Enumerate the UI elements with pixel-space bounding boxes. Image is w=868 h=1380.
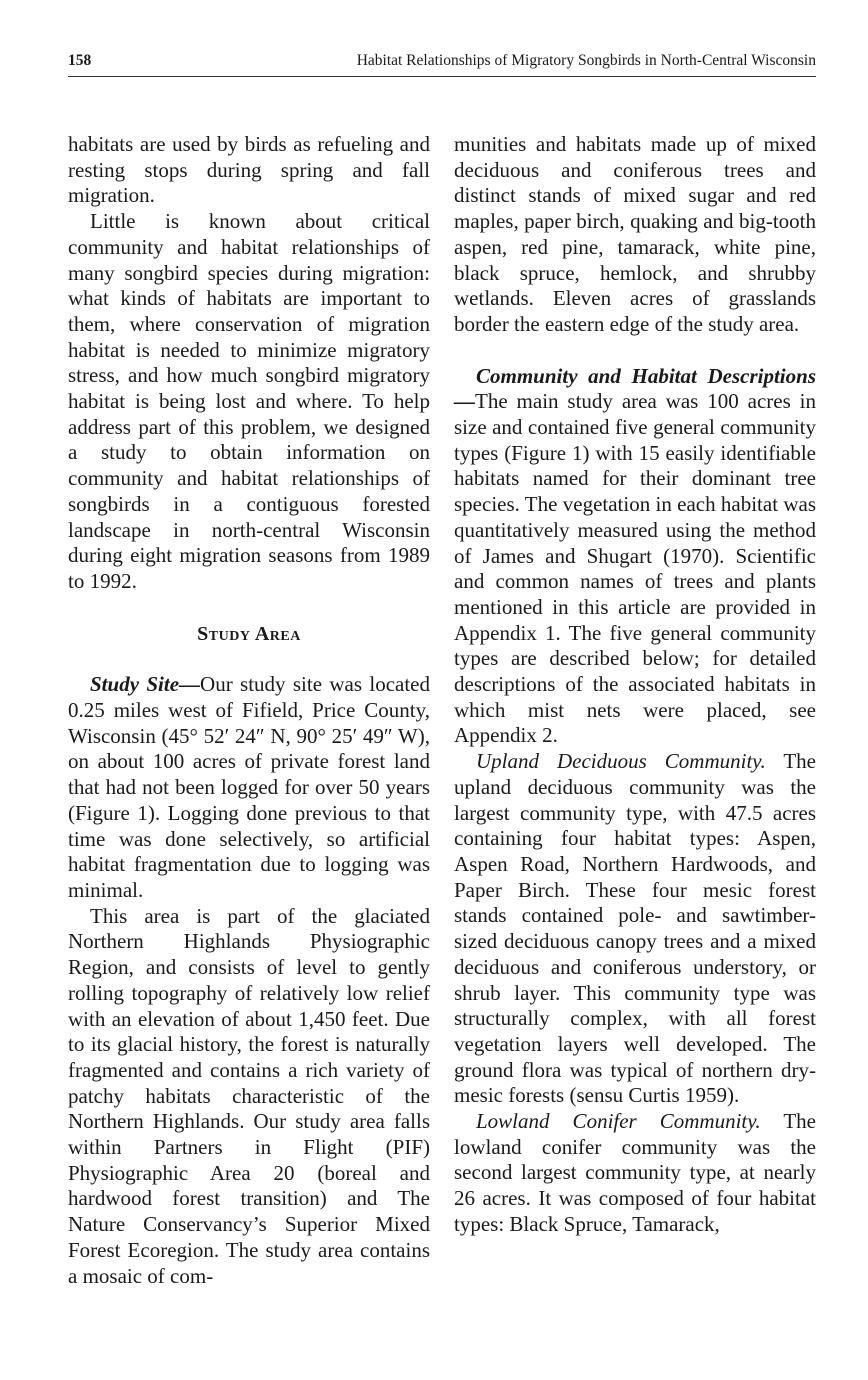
paragraph-community-descriptions <box>454 364 816 750</box>
page-number: 158 <box>68 52 92 69</box>
paragraph-lowland-conifer <box>454 1109 816 1238</box>
section-title-study-area: Study Area <box>197 622 301 645</box>
run-in-community-descriptions: Community and Habitat Descriptions— <box>454 363 816 414</box>
paragraph-community-descriptions-text: The main study area was 100 acres in size and contained five general community types (Figure 1) with 15 easily identifiable habitats named for their dominant tree species. The vegetation in each habitat was quantitatively measured using the method of James and Shugart (1970). Scientific and common names of trees and plants mentioned in this article are provided in Appendix 1. The five general community types are described below; for detailed descriptions of the associated habitats in which mist nets were placed, see Appendix 2. <box>454 389 816 748</box>
run-in-study-site: Study Site— <box>90 672 201 697</box>
paragraph-little-known: Little is known about critical community and habitat relationships of many songbird species during migration: what kinds of habitats are important to them, where conservation of migration habitat is needed to minimize migratory stress, and how much songbird migratory habitat is being lost and where. To help address part of this problem, we designed a study to obtain information on community and habitat relationships of songbirds in a contiguous forested landscape in north-central Wisconsin during eight migration seasons from 1989 to 1992. <box>68 209 430 593</box>
paragraph-lowland-conifer-text: The lowland conifer community was the second largest community type, at nearly 26 acres. It was composed of four habitat types: Black Spruce, Tamarack, <box>454 1109 816 1236</box>
run-in-upland-deciduous: Upland Deciduous Community. <box>476 749 766 774</box>
paragraph-upland-deciduous-text: The upland deciduous community was the largest community type, with 47.5 acres containing four habitat types: Aspen, Aspen Road, Northern Hardwoods, and Paper Birch. These four mesic forest stands contained pole- and sawtimber-sized deciduous canopy trees and a mixed deciduous and coniferous understory, or shrub layer. This community type was structurally complex, with all forest vegetation layers well developed. The ground flora was typical of northern dry-mesic forests (sensu Curtis 1959). <box>454 749 816 1108</box>
paragraph-study-site-text: Our study site was located 0.25 miles west of Fifield, Price County, Wisconsin (45° 52′ 24″ N, 90° 25′ 49″ W), on about 100 acres of private forest land that had not been logged for over 50 years (Figure 1). Logging done previous to that time was done selectively, so artificial habitat fragmentation due to logging was minimal. <box>68 672 430 902</box>
paragraph-study-site <box>68 672 430 903</box>
page-header <box>68 50 816 77</box>
left-column <box>68 132 430 1289</box>
paragraph-upland-deciduous <box>454 749 816 1109</box>
run-in-lowland-conifer: Lowland Conifer Community. <box>476 1109 761 1134</box>
paragraph-glaciated-region: This area is part of the glaciated Northern Highlands Physiographic Region, and consists of level to gently rolling topography of relatively low relief with an elevation of about 1,450 feet. Due to its glacial history, the forest is naturally fragmented and contains a rich variety of patchy habitats characteristic of the Northern Highlands. Our study area falls within Partners in Flight (PIF) Physiographic Area 20 (boreal and hardwood forest transition) and The Nature Conservancy’s Superior Mixed Forest Ecoregion. The study area contains a mosaic of com- <box>68 903 430 1288</box>
running-title: Habitat Relationships of Migratory Songbirds in North-Central Wisconsin <box>356 52 816 69</box>
right-column <box>454 132 816 1238</box>
paragraph-communities-continued: munities and habitats made up of mixed deciduous and coniferous trees and distinct stands of mixed sugar and red maples, paper birch, quaking and big-tooth aspen, red pine, tamarack, white pine, black spruce, hemlock, and shrubby wetlands. Eleven acres of grasslands border the eastern edge of the study area. <box>454 132 816 336</box>
paragraph-migration-intro: habitats are used by birds as refueling and resting stops during spring and fall migration. <box>68 132 430 208</box>
